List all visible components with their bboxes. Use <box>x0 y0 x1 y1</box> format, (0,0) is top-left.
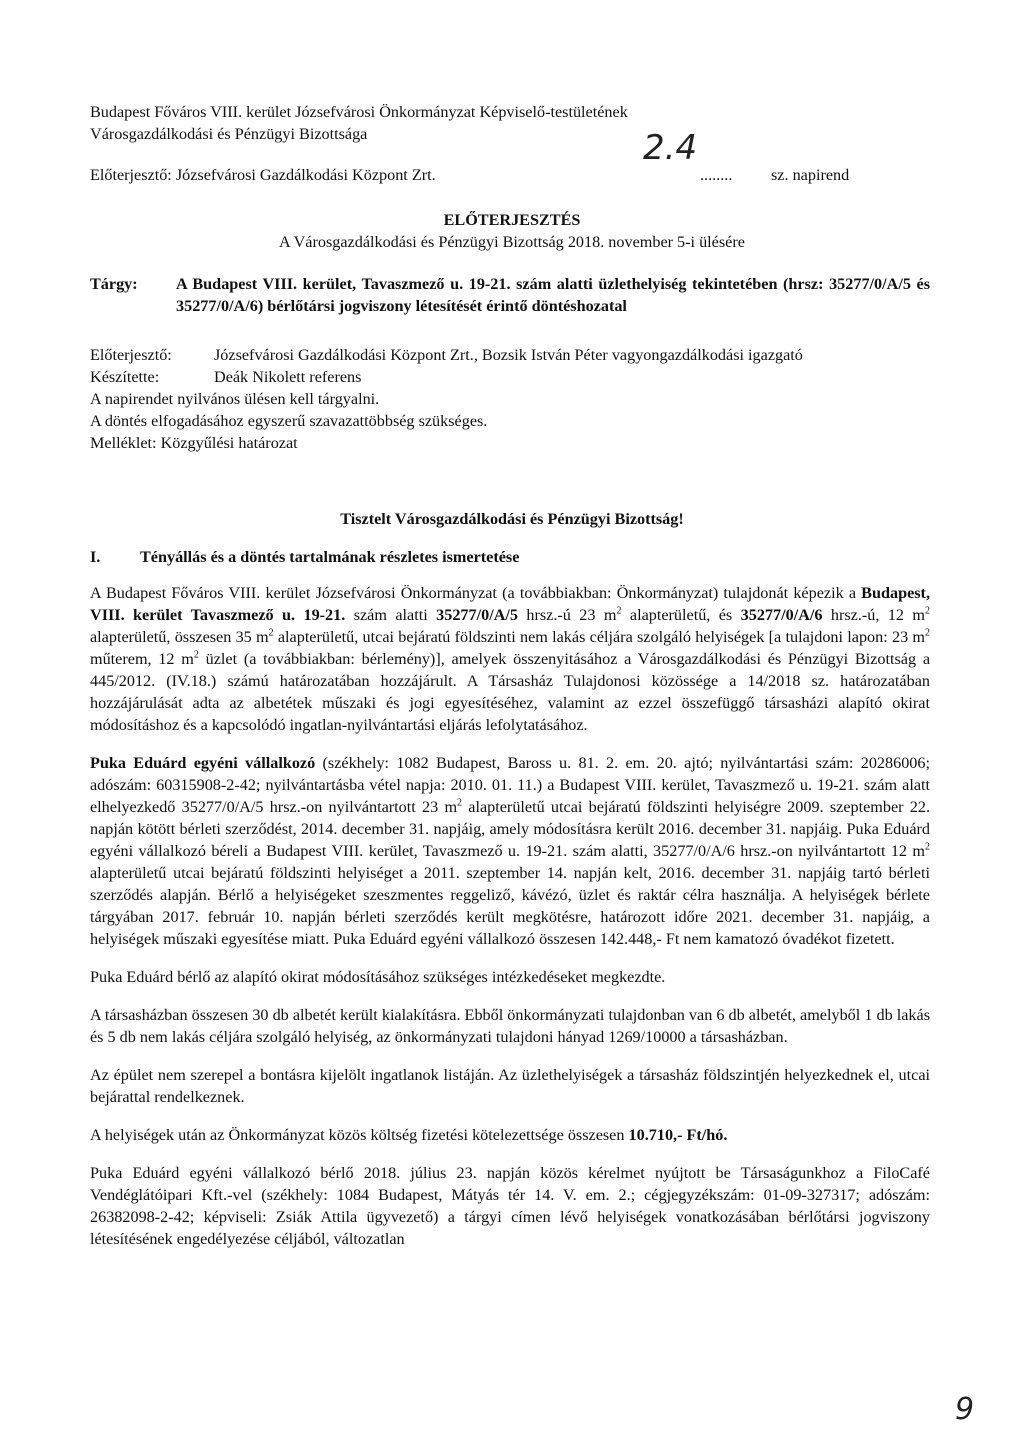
body <box>90 582 930 1250</box>
majority-note: A döntés elfogadásához egyszerű szavazattöbbség szükséges. <box>90 412 488 430</box>
section-heading <box>90 546 930 568</box>
subject-block <box>90 273 930 317</box>
author-label: Készítette: <box>90 368 160 386</box>
paragraph-1: A Budapest Főváros VIII. kerület Józsefvárosi Önkormányzat (a továbbiakban: Önkormányzat) tulajdonát képezik a Budapest, VIII. kerület Tavaszmező u. 19-21. szám alatti 35277/0/A/5 hrsz.-ú 23 $m^2$ alapterületű, és 35277/0/A/6 hrsz.-ú, 12 $m^2$ alapterületű, összesen 35 $m^2$ alapterületű, utcai bejáratú földszinti nem lakás céljára szolgáló helyiségek [a tulajdoni lapon: 23 $m^2$ műterem, 12 $m^2$ üzlet (a továbbiakban: bérlemény)], amelyek összenyitásához a Városgazdálkodási és Pénzügyi Bizottság a 445/2012. (IV.18.) számú határozatában hozzájárult. A Társasház Tulajdonosi közössége a 14/2018 sz. határozatában hozzájárulását adta az albetétek műszaki és jogi egyesítéséhez, valamint az ezzel összefüggő társasházi alapító okirat módosításhoz és a kapcsolódó ingatlan-nyilvántartási eljárás lefolytatásához. <box>90 584 931 734</box>
paragraph-7: Puka Eduárd egyéni vállalkozó bérlő 2018. július 23. napján közös kérelmet nyújtott be Társaságunkhoz a FiloCafé Vendéglátóipari Kft.-vel (székhely: 1084 Budapest, Mátyás tér 14. V. em. 2.; cégjegyzékszám: 01-09-327317; adószám: 26382098-2-42; képviseli: Zsiák Attila ügyvezető) a tárgyi címen lévő helyiségek vonatkozásában bérlőtársi jogviszony létesítésének engedélyezése céljából, változatlan <box>90 1164 930 1248</box>
section-title: Tényállás és a döntés tartalmának részletes ismertetése <box>140 548 520 566</box>
section-number: I. <box>90 548 101 566</box>
document-subtitle: A Városgazdálkodási és Pénzügyi Bizottság 2018. november 5-i ülésére <box>279 233 745 251</box>
subject-text: A Budapest VIII. kerület, Tavaszmező u. 19-21. szám alatti üzlethelyiség tekintetében (hrsz: 35277/0/A/5 és 35277/0/A/6) bérlőtársi jogviszony létesítését érintő döntéshozatal <box>176 275 930 315</box>
paragraph-4: A társasházban összesen 30 db albetét került kialakításra. Ebből önkormányzati tulajdonban van 6 db albetét, amelyből 1 db lakás és 5 db nem lakás céljára szolgáló helyiség, az önkormányzati tulajdoni hányad 1269/10000 a társasházban. <box>90 1006 930 1046</box>
page-mark-handwritten: 9 <box>955 1392 975 1427</box>
public-note: A napirendet nyilvános ülésen kell tárgyalni. <box>90 390 380 408</box>
paragraph-2: Puka Eduárd egyéni vállalkozó (székhely: 1082 Budapest, Baross u. 81. 2. em. 20. ajtó; nyilvántartási szám: 20286006; adószám: 60315908-2-42; nyilvántartásba vétel napja: 2010. 01. 11.) a Budapest VIII. kerület, Tavaszmező u. 19-21. szám alatt elhelyezkedő 35277/0/A/5 hrsz.-on nyilvántartott 23 $m^2$ alapterületű utcai bejáratú földszinti helyiségre 2009. szeptember 22. napján kötött bérleti szerződést, 2014. december 31. napjáig, amely módosításra került 2016. december 31. napjáig. Puka Eduárd egyéni vállalkozó béreli a Budapest VIII. kerület, Tavaszmező u. 19-21. szám alatti, 35277/0/A/6 hrsz.-on nyilvántartott 12 $m^2$ alapterületű utcai bejáratú földszinti helyiséget a 2011. szeptember 14. napján kelt, 2016. december 31. napjáig tartó bérleti szerződés alapján. Bérlő a helyiségeket szeszmentes reggeliző, kávézó, üzlet és raktár célra használja. A helyiségek bérlete tárgyában 2017. február 10. napján bérleti szerződés került megkötésre, határozott időre 2021. december 31. napjáig, a helyiségek műszaki egyesítése miatt. Puka Eduárd egyéni vállalkozó összesen 142.448,- Ft nem kamatozó óvadékot fizetett. <box>90 754 931 948</box>
header-line-1: Budapest Főváros VIII. kerület Józsefvárosi Önkormányzat Képviselő-testületének <box>90 103 628 121</box>
author-value: Deák Nikolett referens <box>214 368 362 386</box>
paragraph-6: A helyiségek után az Önkormányzat közös költség fizetési kötelezettsége összesen 10.710,- Ft/hó. <box>90 1126 728 1144</box>
attachment-note: Melléklet: Közgyűlési határozat <box>90 434 298 452</box>
subject-label: Tárgy: <box>90 275 138 293</box>
meta-block <box>90 344 930 454</box>
agenda-number-handwritten: 2.4 <box>643 128 698 168</box>
document-heading: ELŐTERJESZTÉS <box>443 211 581 229</box>
presenter-value: Józsefvárosi Gazdálkodási Központ Zrt., Bozsik István Péter vagyongazdálkodási igazgató <box>214 346 803 364</box>
salutation: Tisztelt Városgazdálkodási és Pénzügyi Bizottság! <box>340 510 684 528</box>
agenda-suffix: sz. napirend <box>771 166 850 184</box>
paragraph-5: Az épület nem szerepel a bontásra kijelölt ingatlanok listáján. Az üzlethelyiségek a társasház földszintjén helyezkednek el, utcai bejárattal rendelkeznek. <box>90 1066 930 1106</box>
header-line-2: Városgazdálkodási és Pénzügyi Bizottsága <box>90 125 368 143</box>
header-presenter: Előterjesztő: Józsefvárosi Gazdálkodási Központ Zrt. <box>90 166 436 184</box>
agenda-dots: ........ <box>700 166 733 184</box>
paragraph-3: Puka Eduárd bérlő az alapító okirat módosításához szükséges intézkedéseket megkezdte. <box>90 968 666 986</box>
presenter-label: Előterjesztő: <box>90 346 172 364</box>
